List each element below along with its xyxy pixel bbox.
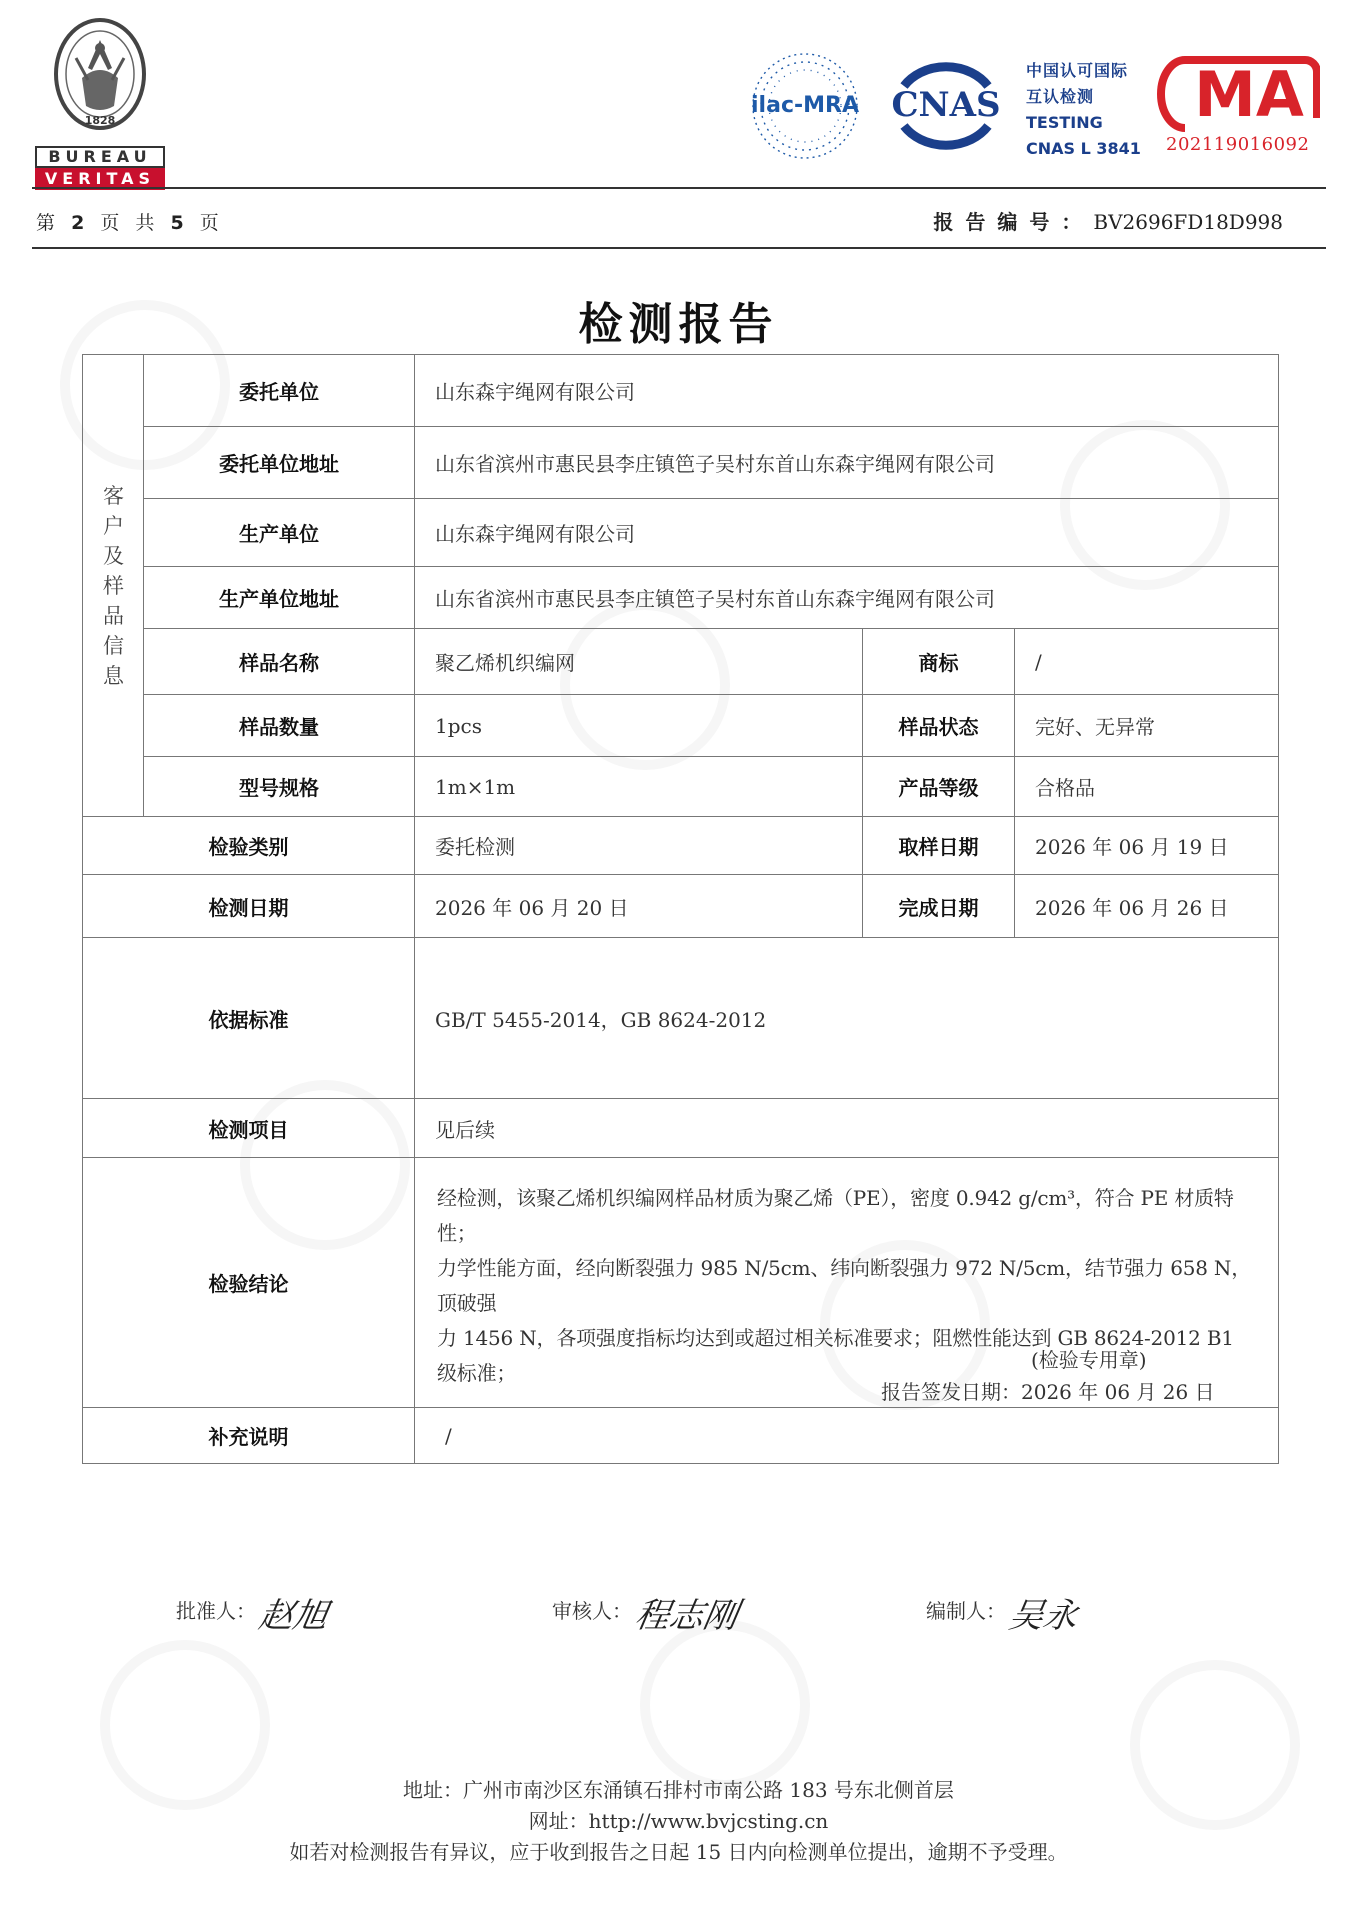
sample-name-label: 样品名称 bbox=[144, 629, 415, 695]
sample-name-value: 聚乙烯机织编网 bbox=[415, 629, 863, 695]
report-table bbox=[82, 354, 1279, 1464]
bv-word-bureau: BUREAU bbox=[35, 146, 165, 168]
test-type-value: 委托检测 bbox=[415, 817, 863, 875]
row-client-address bbox=[83, 427, 1279, 499]
approver-name: 赵旭 bbox=[255, 1596, 331, 1636]
reviewer-signature bbox=[552, 1588, 741, 1637]
test-type-label: 检验类别 bbox=[83, 817, 415, 875]
side-char: 样 bbox=[103, 573, 124, 598]
report-number-label: 报告编号： bbox=[933, 210, 1094, 234]
row-sample-qty bbox=[83, 695, 1279, 757]
reviewer-label: 审核人： bbox=[552, 1599, 632, 1623]
bureau-veritas-seal-icon bbox=[52, 18, 148, 136]
client-label: 委托单位 bbox=[144, 355, 415, 427]
footer bbox=[0, 1775, 1357, 1868]
page-prefix: 第 bbox=[36, 212, 61, 234]
remark-value: / bbox=[415, 1408, 1279, 1464]
row-model bbox=[83, 757, 1279, 817]
row-producer-address bbox=[83, 567, 1279, 629]
report-number-value: BV2696FD18D998 bbox=[1093, 210, 1283, 234]
side-label-client-sample-info bbox=[83, 355, 144, 817]
side-char: 户 bbox=[103, 513, 124, 538]
document-title: 检测报告 bbox=[578, 299, 779, 350]
row-sample-name bbox=[83, 629, 1279, 695]
reviewer-name: 程志刚 bbox=[631, 1596, 741, 1636]
cnas-zh-line2: 互认检测 bbox=[1026, 87, 1095, 106]
sample-qty-value: 1pcs bbox=[415, 695, 863, 757]
client-address-label: 委托单位地址 bbox=[144, 427, 415, 499]
cnas-en-line2: CNAS L 3841 bbox=[1026, 139, 1141, 158]
producer-label: 生产单位 bbox=[144, 499, 415, 567]
bv-word-veritas: VERITAS bbox=[35, 168, 165, 190]
side-char: 息 bbox=[103, 663, 124, 688]
finish-date-label: 完成日期 bbox=[863, 875, 1015, 938]
page-total: 5 bbox=[170, 212, 189, 234]
compiler-name: 吴永 bbox=[1005, 1596, 1081, 1636]
grade-label: 产品等级 bbox=[863, 757, 1015, 817]
page-suffix: 页 bbox=[199, 212, 224, 234]
ilac-text: ilac-MRA bbox=[751, 93, 859, 118]
standard-value: GB/T 5455-2014，GB 8624-2012 bbox=[415, 938, 1279, 1099]
conclusion-label: 检验结论 bbox=[83, 1158, 415, 1408]
standard-label: 依据标准 bbox=[83, 938, 415, 1099]
watermark-seal bbox=[640, 1620, 810, 1790]
compiler-label: 编制人： bbox=[926, 1599, 1006, 1623]
grade-value: 合格品 bbox=[1015, 757, 1279, 817]
trademark-value: / bbox=[1015, 629, 1279, 695]
client-value: 山东森宇绳网有限公司 bbox=[415, 355, 1279, 427]
row-standard bbox=[83, 938, 1279, 1099]
cnas-logo bbox=[884, 56, 1008, 156]
bureau-veritas-logo bbox=[30, 18, 170, 188]
footer-website[interactable]: 网址：http://www.bvjcsting.cn bbox=[528, 1809, 829, 1833]
side-char: 信 bbox=[103, 633, 124, 658]
header-rule-top bbox=[32, 187, 1326, 189]
cma-text: MA bbox=[1194, 58, 1304, 131]
cnas-en-line1: TESTING bbox=[1026, 113, 1103, 132]
row-test-items bbox=[83, 1099, 1279, 1158]
trademark-label: 商标 bbox=[863, 629, 1015, 695]
model-label: 型号规格 bbox=[144, 757, 415, 817]
test-items-value: 见后续 bbox=[415, 1099, 1279, 1158]
row-remark bbox=[83, 1408, 1279, 1464]
conclusion-line: 力 1456 N，各项强度指标均达到或超过相关标准要求；阻燃性能达到 GB 8624-2012 B1 级标准； bbox=[437, 1325, 1234, 1385]
compiler-signature bbox=[926, 1588, 1081, 1637]
footer-notice: 如若对检测报告有异议，应于收到报告之日起 15 日内向检测单位提出，逾期不予受理。 bbox=[289, 1840, 1068, 1864]
conclusion-cell bbox=[415, 1158, 1279, 1408]
page-mid: 页 共 bbox=[100, 212, 160, 234]
cnas-zh-line1: 中国认可国际 bbox=[1026, 61, 1129, 80]
client-address-value: 山东省滨州市惠民县李庄镇笆子吴村东首山东森宇绳网有限公司 bbox=[415, 427, 1279, 499]
report-issue-date: 报告签发日期：2026 年 06 月 26 日 bbox=[881, 1380, 1215, 1404]
bv-seal-year: 1828 bbox=[84, 114, 116, 127]
producer-address-value: 山东省滨州市惠民县李庄镇笆子吴村东首山东森宇绳网有限公司 bbox=[415, 567, 1279, 629]
model-value: 1m×1m bbox=[415, 757, 863, 817]
side-char: 客 bbox=[103, 483, 124, 508]
side-char: 及 bbox=[103, 543, 124, 568]
cma-number: 202119016092 bbox=[1166, 134, 1310, 155]
approver-signature bbox=[176, 1588, 331, 1637]
approver-label: 批准人： bbox=[176, 1599, 256, 1623]
sampling-date-value: 2026 年 06 月 19 日 bbox=[1015, 817, 1279, 875]
finish-date-value: 2026 年 06 月 26 日 bbox=[1015, 875, 1279, 938]
sample-state-value: 完好、无异常 bbox=[1015, 695, 1279, 757]
conclusion-line: 经检测，该聚乙烯机织编网样品材质为聚乙烯（PE），密度 0.942 g/cm³，符合 PE 材质特性； bbox=[437, 1185, 1234, 1245]
sampling-date-label: 取样日期 bbox=[863, 817, 1015, 875]
test-date-value: 2026 年 06 月 20 日 bbox=[415, 875, 863, 938]
cnas-caption bbox=[1026, 58, 1141, 162]
side-char: 品 bbox=[103, 603, 124, 628]
page-indicator bbox=[36, 208, 224, 235]
test-items-label: 检测项目 bbox=[83, 1099, 415, 1158]
producer-address-label: 生产单位地址 bbox=[144, 567, 415, 629]
inspection-stamp-text: (检验专用章) bbox=[1031, 1348, 1147, 1372]
sample-qty-label: 样品数量 bbox=[144, 695, 415, 757]
footer-address: 地址：广州市南沙区东涌镇石排村市南公路 183 号东北侧首层 bbox=[403, 1778, 954, 1802]
cnas-text: CNAS bbox=[891, 85, 1001, 125]
row-test-date bbox=[83, 875, 1279, 938]
remark-label: 补充说明 bbox=[83, 1408, 415, 1464]
row-producer bbox=[83, 499, 1279, 567]
row-client bbox=[83, 355, 1279, 427]
conclusion-line: 力学性能方面，经向断裂强力 985 N/5cm、纬向断裂强力 972 N/5cm，结节强力 658 N，顶破强 bbox=[437, 1255, 1252, 1315]
ilac-mra-logo bbox=[746, 48, 864, 164]
header-rule-bottom bbox=[32, 247, 1326, 249]
report-number bbox=[933, 206, 1283, 235]
producer-value: 山东森宇绳网有限公司 bbox=[415, 499, 1279, 567]
test-date-label: 检测日期 bbox=[83, 875, 415, 938]
page-current: 2 bbox=[71, 212, 90, 234]
row-test-type bbox=[83, 817, 1279, 875]
sample-state-label: 样品状态 bbox=[863, 695, 1015, 757]
row-conclusion bbox=[83, 1158, 1279, 1408]
